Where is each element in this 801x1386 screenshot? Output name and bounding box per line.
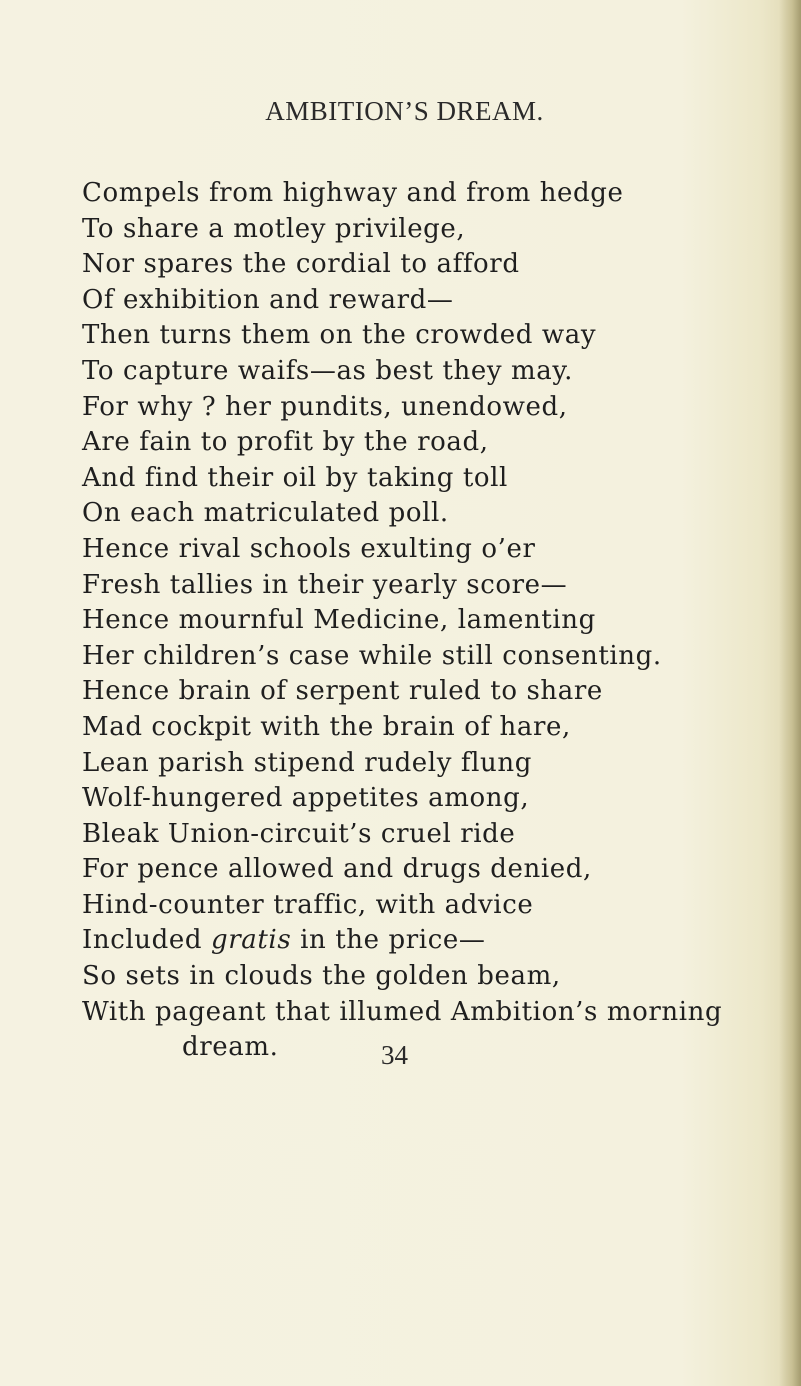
gratis-after: in the price— (291, 925, 486, 956)
poem-text (82, 176, 792, 1066)
poem-line: Hence rival schools exulting o’er (82, 533, 536, 564)
poem-line: Hence mournful Medicine, lamenting (82, 605, 596, 636)
gratis-italic: gratis (210, 925, 292, 956)
poem-line: Hind-counter traffic, with advice (82, 889, 534, 920)
poem-line: Then turns them on the crowded way (82, 320, 597, 351)
poem-line: Mad cockpit with the brain of hare, (82, 711, 571, 742)
poem-line: So sets in clouds the golden beam, (82, 961, 561, 992)
poem-line: Compels from highway and from hedge (82, 178, 624, 208)
poem-line: Hence brain of serpent ruled to share (82, 676, 603, 707)
gratis-before: Included (82, 925, 211, 956)
poem-line: On each matriculated poll. (82, 498, 449, 529)
poem-line: Nor spares the cordial to afford (82, 249, 520, 280)
poem-line: Of exhibition and reward— (82, 284, 454, 315)
poem-line-turnover: dream. (182, 1032, 279, 1063)
poem-line: For pence allowed and drugs denied, (82, 854, 592, 885)
poem-line: Fresh tallies in their yearly score— (82, 569, 568, 600)
page-number: 34 (381, 1040, 408, 1070)
running-head: AMBITION’S DREAM. (265, 96, 544, 126)
poem-line: Are fain to profit by the road, (82, 427, 489, 458)
poem-line: With pageant that illumed Ambition’s morning (82, 996, 723, 1027)
poem-line: To capture waifs—as best they may. (82, 355, 574, 386)
poem-line: Lean parish stipend rudely flung (82, 747, 532, 778)
poem-line: For why ? her pundits, unendowed, (82, 391, 568, 422)
poem-line: To share a motley privilege, (82, 213, 466, 244)
poem-line: And find their oil by taking toll (82, 462, 508, 493)
poem-line: Wolf-hungered appetites among, (82, 783, 530, 814)
poem-line: Her children’s case while still consenting. (82, 640, 662, 671)
poem-line-gratis (82, 923, 792, 959)
poem-line: Bleak Union-circuit’s cruel ride (82, 818, 516, 849)
